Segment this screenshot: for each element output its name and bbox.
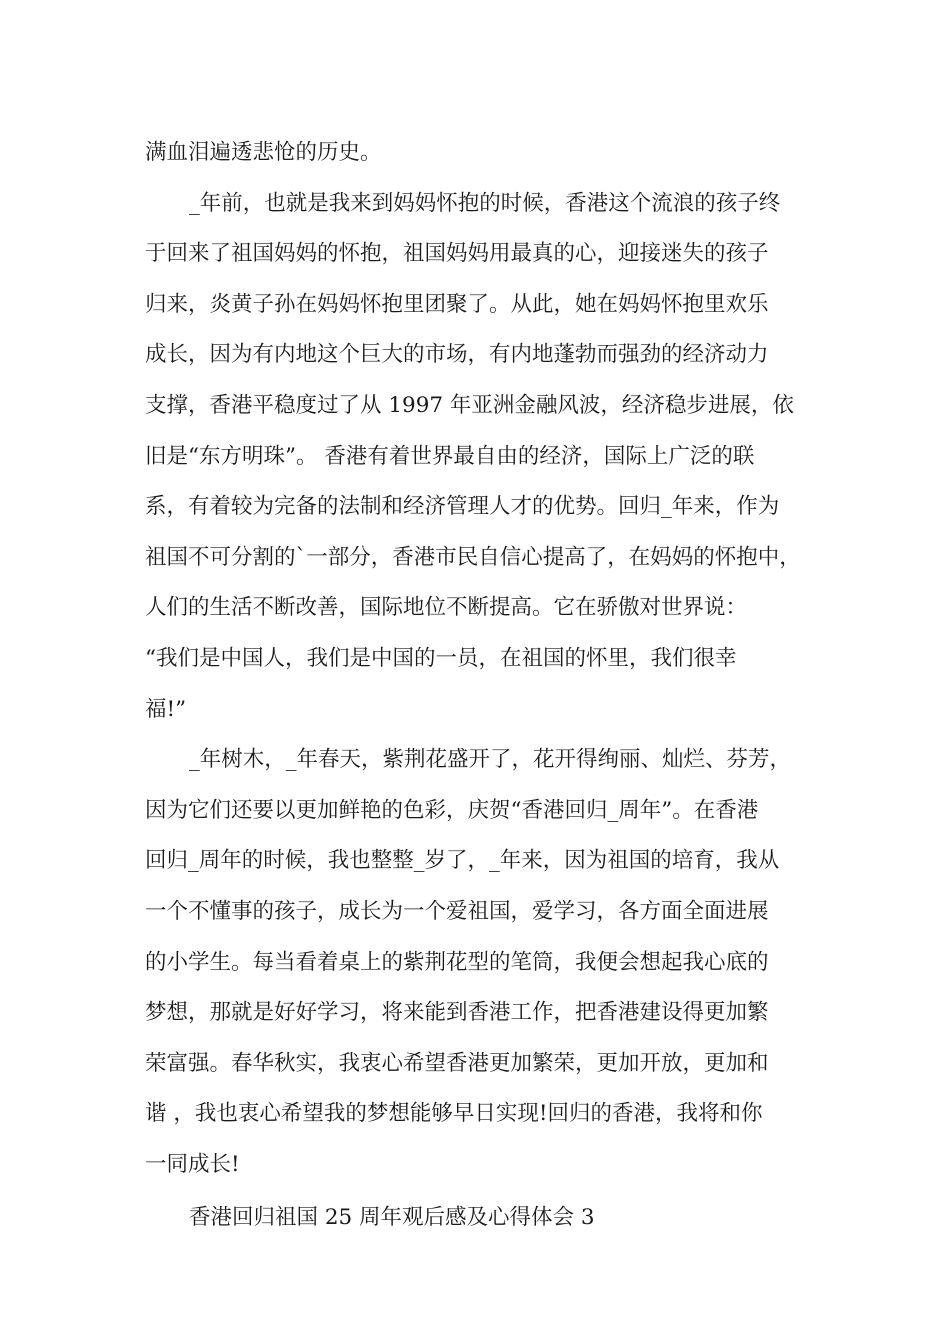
paragraph-line: 一个不懂事的孩子，成长为一个爱祖国，爱学习，各方面全面进展 [145,898,769,924]
section-heading: 香港回归祖国 25 周年观后感及心得体会 3 [189,1205,595,1231]
paragraph-line: _年前，也就是我来到妈妈怀抱的时候，香港这个流浪的孩子终 [189,190,781,216]
paragraph-line: “我们是中国人，我们是中国的一员，在祖国的怀里，我们很幸 [145,645,737,671]
paragraph-line: 满血泪遍透悲怆的历史。 [145,140,382,165]
paragraph-line: 福!” [145,696,187,722]
paragraph-line: 旧是“东方明珠”。 香港有着世界最自由的经济，国际上广泛的联 [145,443,755,469]
paragraph-line: 荣富强。春华秋实，我衷心希望香港更加繁荣，更加开放，更加和 [145,1050,769,1076]
paragraph-line: 成长，因为有内地这个巨大的市场，有内地蓬勃而强劲的经济动力 [145,342,769,368]
paragraph-line: 一同成长! [145,1151,240,1177]
document-body [145,128,825,1244]
paragraph-line: 祖国不可分割的`一部分，香港市民自信心提高了，在妈妈的怀抱中， [145,544,801,570]
paragraph-line: 因为它们还要以更加鲜艳的色彩，庆贺“香港回归_周年”。在香港 [145,797,759,823]
paragraph-line: 系，有着较为完备的法制和经济管理人才的优势。回归_年来，作为 [145,494,780,520]
paragraph-line: 的小学生。每当看着桌上的紫荆花型的笔筒，我便会想起我心底的 [145,949,769,975]
paragraph-line: 支撑，香港平稳度过了从 1997 年亚洲金融风波，经济稳步进展，依 [145,392,794,418]
paragraph-line: 梦想，那就是好好学习，将来能到香港工作，把香港建设得更加繁 [145,1000,769,1026]
paragraph-line: _年树木，_年春天，紫荆花盛开了，花开得绚丽、灿烂、芬芳， [189,747,792,773]
paragraph-line: 回归_周年的时候，我也整整_岁了，_年来，因为祖国的培育，我从 [145,848,780,874]
paragraph-line: 于回来了祖国妈妈的怀抱，祖国妈妈用最真的心，迎接迷失的孩子 [145,241,769,267]
paragraph-line: 人们的生活不断改善，国际地位不断提高。它在骄傲对世界说： [145,595,748,621]
paragraph-line: 归来，炎黄子孙在妈妈怀抱里团聚了。从此，她在妈妈怀抱里欢乐 [145,291,769,317]
paragraph-line: 谐 ，我也衷心希望我的梦想能够早日实现!回归的香港，我将和你 [145,1101,763,1127]
